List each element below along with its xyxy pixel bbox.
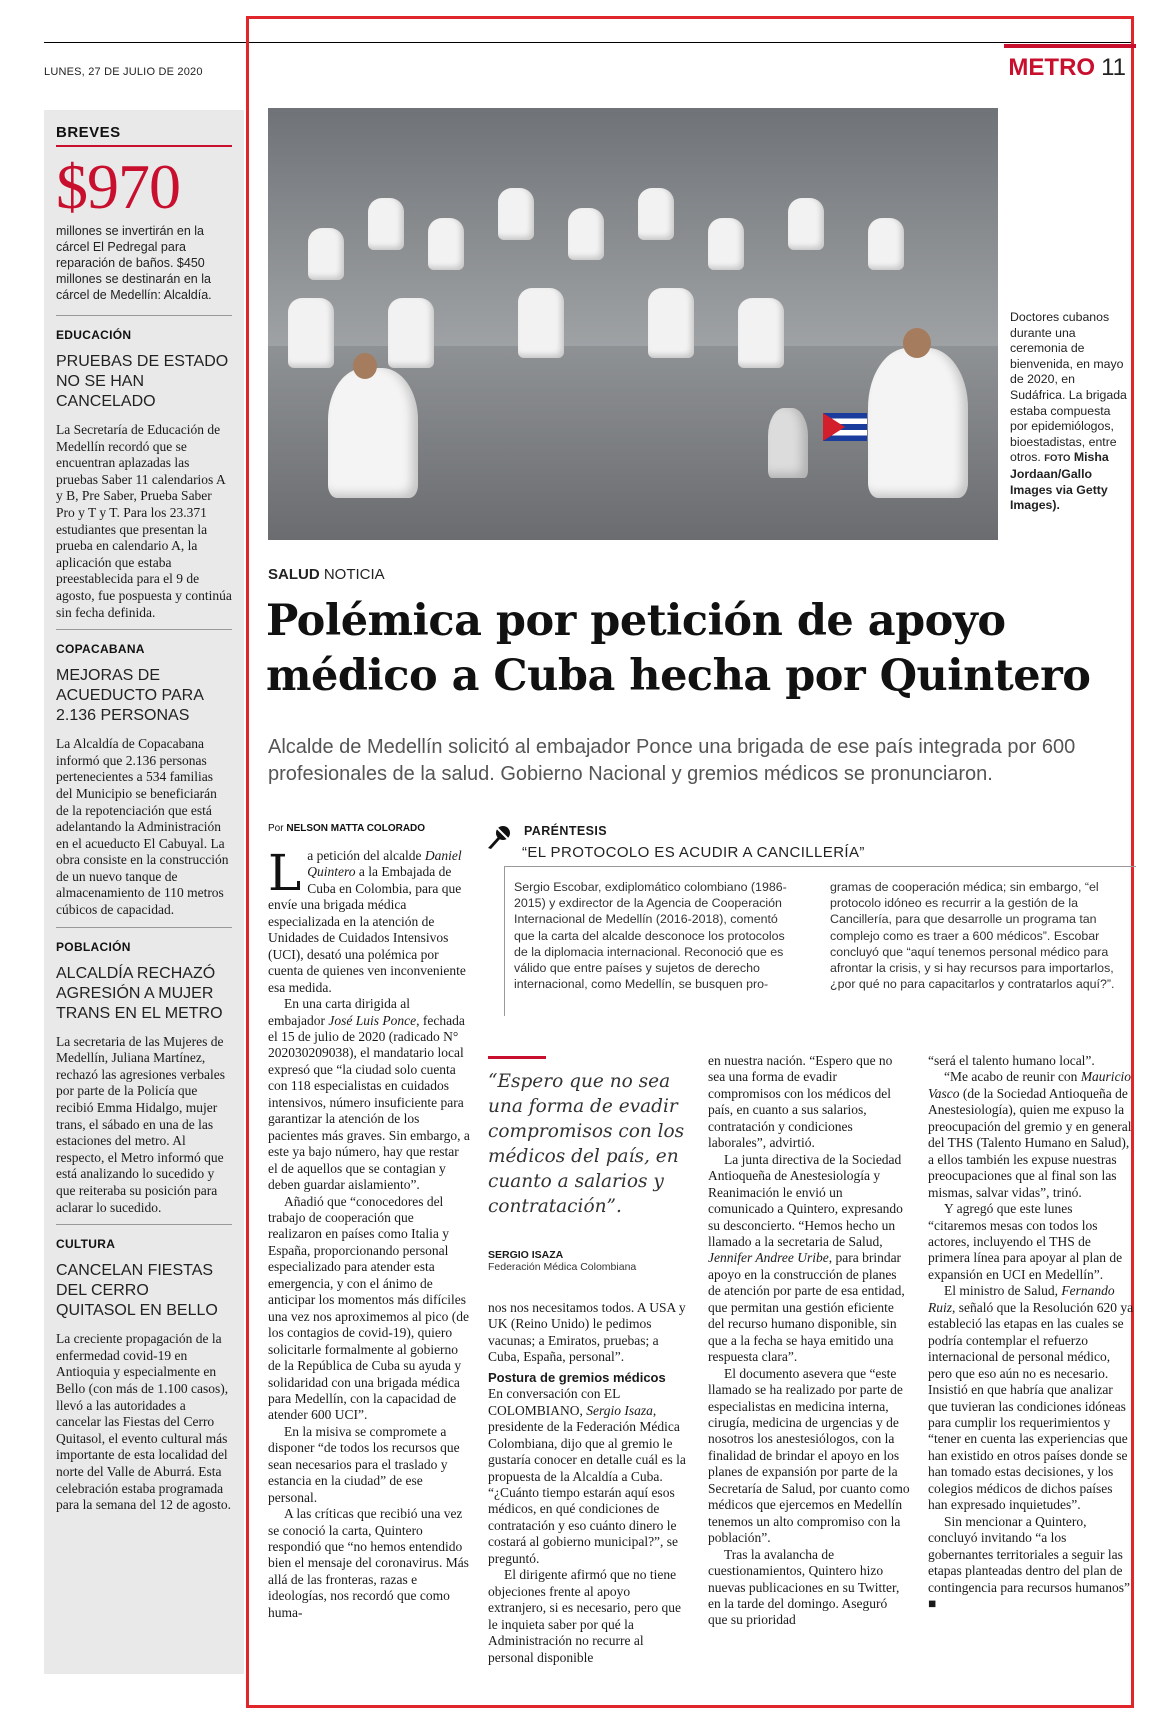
photo-credit: Misha Jordaan/Gallo Images via Getty Images).	[1010, 450, 1109, 513]
kicker-section: SALUD	[268, 566, 320, 583]
section-bar	[1004, 44, 1136, 48]
quote-text: “Espero que no sea una forma de evadir compromisos con los médicos del país, en cuanto a salarios y contratación”.	[488, 1071, 685, 1217]
article-paragraph	[708, 1152, 910, 1366]
photo-figure	[498, 188, 534, 240]
dropcap: L	[268, 844, 302, 902]
photo-figure	[788, 198, 824, 250]
article-column-4	[928, 1053, 1134, 1612]
byline	[268, 823, 425, 834]
person-name: Mauricio Vasco	[928, 1069, 1132, 1101]
text-run: , fechada el 15 de julio de 2020 (radicado N° 202030209038), el mandatario local expresó que “la ciudad solo cuenta con 118 especialistas en cuidados intensivos, número insuficiente para garantizar la atención de los pacientes más graves. Sin embargo, a este ya bajo número, hay que restar el de aquellos que se contagian y deben guardar aislamiento”.	[268, 1012, 470, 1193]
article-paragraph	[268, 996, 470, 1193]
photo-figure	[648, 288, 694, 358]
photo-figure	[768, 408, 808, 478]
photo-figure	[353, 353, 377, 379]
article-paragraph	[928, 1069, 1134, 1201]
page-number: 11	[1101, 54, 1126, 81]
brief-item	[56, 316, 232, 630]
section-header	[1008, 54, 1126, 82]
brief-item	[56, 928, 232, 1226]
news-photo	[268, 108, 998, 540]
photo-figure	[388, 298, 434, 368]
text-run: , señaló que la Resolución 620 ya estableció las etapas en las cuales se podría contemplar el refuerzo internacional de personal médico, pero que eso aún no es necesario. Insistió en que habría que analizar que tuvieran las condiciones idóneas para cumplir los requerimientos y “tener en cuenta las experiencias que han existido en otros países donde se han tomado estas decisiones, y los colegios médicos de dichos países han expresado inquietudes”.	[928, 1299, 1134, 1513]
brief-category: EDUCACIÓN	[56, 328, 132, 342]
parentesis-vrule	[504, 866, 505, 1016]
quote-role: Federación Médica Colombiana	[488, 1261, 637, 1273]
issue-date: LUNES, 27 DE JULIO DE 2020	[44, 66, 203, 78]
big-number: $970	[56, 151, 180, 222]
article-paragraph: “será el talento humano local”.	[928, 1053, 1095, 1068]
brief-headline: PRUEBAS DE ESTADO NO SE HAN CANCELADO	[56, 353, 229, 410]
parentesis-rule	[504, 866, 1136, 867]
photo-figure	[288, 298, 334, 368]
photo-figure	[903, 328, 931, 358]
byline-prefix: Por	[268, 823, 284, 834]
quote-bar	[488, 1056, 546, 1059]
article-column-3	[708, 1053, 910, 1629]
photo-figure	[708, 218, 744, 270]
article-paragraph	[928, 1283, 1134, 1513]
photo-caption	[1010, 310, 1128, 514]
brief-headline: ALCALDÍA RECHAZÓ AGRESIÓN A MUJER TRANS EN EL METRO	[56, 964, 223, 1022]
parentesis-label: PARÉNTESIS	[524, 824, 607, 838]
brief-item	[56, 630, 232, 928]
text-run: a petición del alcalde	[307, 848, 425, 863]
person-name: Daniel Quintero	[307, 848, 462, 880]
photo-figure	[518, 288, 564, 358]
quote-author: SERGIO ISAZA	[488, 1249, 564, 1261]
article-paragraph: El dirigente afirmó que no tiene objeciones frente al apoyo extranjero, si es necesario, pero que le inquieta saber por qué la Administración no recurre al personal disponible	[488, 1567, 682, 1665]
brief-headline: CANCELAN FIESTAS DEL CERRO QUITASOL EN BELLO	[56, 1262, 218, 1320]
article-paragraph: El documento asevera que “este llamado se ha realizado por parte de especialistas en medicina interna, cirugía, medicina de urgencias y de nosotros los anestesiólogos, con la finalidad de brindar el apoyo en los planes de expansión por parte de la Secretaría de Salud, por cuanto como médicos que ejercemos en Medellín tenemos un alto compromiso con la población”.	[708, 1365, 910, 1546]
text-run: a la Embajada de Cuba en Colombia, para que envíe una brigada médica especializada en la atención de Unidades de Cuidados Intensivos (UCI), desató una polémica por cuenta de quienes ven inconveniente esa medida.	[268, 864, 466, 995]
text-run: En una carta dirigida al embajador	[268, 996, 410, 1028]
brief-body: La Secretaría de Educación de Medellín recordó que se encuentran aplazadas las pruebas Saber 11 calendarios A y B, Pre Saber, Prueba Saber Pro y T y T. Para los 23.371 estudiantes que presentan la prueba en calendario A, la aplicación que estaba preestablecida para el 9 de agosto, fue pospuesta y continúa sin fecha definida.	[56, 422, 232, 620]
text-run: La junta directiva de la Sociedad Antioqueña de Anestesiología y Reanimación le envió un comunicado a Quintero, expresando su desconcierto. “Hemos hecho un llamado a la secretaria de Salud,	[708, 1151, 903, 1249]
text-run: En conversación con EL COLOMBIANO,	[488, 1386, 620, 1418]
brief-body: La creciente propagación de la enfermedad covid-19 en Antioquia y especialmente en Bello (con más de 1.100 casos), llevó a las autoridades a cancelar las Fiestas del Cerro Quitasol, el evento cultural más importante de esta localidad del norte del Valle de Aburrá. Esta celebración estaba programada para la semana del 12 de agosto.	[56, 1331, 232, 1513]
brief-body: La Alcaldía de Copacabana informó que 2.136 personas pertenecientes a 534 familias del Municipio se beneficiarán de la repotenciación que está adelantando la Administración en el acueducto El Cabuyal. La obra consiste en la construcción de un nuevo tanque de almacenamiento de 110 metros cúbicos de capacidad.	[56, 736, 229, 918]
article-paragraph: Y agregó que este lunes “citaremos mesas con todos los actores, incluyendo el THS de primera línea para apoyar al plan de expansión en UCI en Medellín”.	[928, 1201, 1123, 1282]
parentesis-text-1: Sergio Escobar, exdiplomático colombiano (1986-2015) y exdirector de la Agencia de Cooperación Internacional de Medellín (2016-2018), comentó que la carta del alcalde desconoce los protocolos de la diplomacia internacional. Reconoció que es válido que entre países y sujetos de derecho internacional, como Medellín, se busquen pro-	[514, 880, 787, 992]
article-paragraph: nos nos necesitamos todos. A USA y UK (Reino Unido) le pedimos vacunas; a Emiratos, pruebas; a Cuba, España, personal”.	[488, 1300, 686, 1365]
caption-text: Doctores cubanos durante una ceremonia de bienvenida, en mayo de 2020, en Sudáfrica. La brigada estaba compuesta por epidemiólogos, bioestadistas, entre otros.	[1010, 310, 1127, 465]
photo-figure	[738, 298, 784, 368]
article-subhead: Postura de gremios médicos	[488, 1369, 666, 1385]
article-column-1	[268, 844, 470, 1621]
person-name: José Luis Ponce	[328, 1012, 417, 1028]
article-paragraph	[268, 844, 470, 996]
article-paragraph: En la misiva se compromete a disponer “de todos los recursos que sean necesarios para el traslado y estancia en la ciudad” de ese personal.	[268, 1423, 460, 1505]
photo-figure	[368, 198, 404, 250]
person-name: Fernando Ruiz	[928, 1283, 1115, 1315]
article-headline: Polémica por petición de apoyo médico a Cuba hecha por Quintero	[266, 596, 1091, 701]
photo-figure	[868, 218, 904, 270]
text-run: El ministro de Salud,	[944, 1283, 1062, 1299]
photo-figure	[868, 348, 968, 498]
parentesis-box	[484, 822, 1136, 1018]
photo-figure	[568, 208, 604, 260]
section-name: METRO	[1008, 54, 1096, 81]
photo-figure	[428, 218, 464, 270]
kicker-type: NOTICIA	[323, 566, 385, 583]
article-paragraph: Tras la avalancha de cuestionamientos, Quintero hizo nuevas publicaciones en su Twitter, en la tarde del domingo. Aseguró que su prioridad	[708, 1546, 900, 1628]
photo-figure	[638, 188, 674, 240]
brief-item	[56, 1225, 232, 1522]
article-paragraph: en nuestra nación. “Espero que no sea una forma de evadir compromisos con los médicos del país, en cuanto a sus salarios, contratación y condiciones laborales”, advirtió.	[708, 1053, 893, 1151]
breves-title: BREVES	[56, 124, 232, 147]
article-paragraph: A las críticas que recibió una vez se conoció la carta, Quintero respondió que “no hemos entendido bien el mensaje del coronavirus. Más allá de las fronteras, razas e ideologías, nos recordó que como huma-	[268, 1506, 469, 1620]
byline-name: NELSON MATTA COLORADO	[286, 823, 426, 834]
text-run: , para brindar apoyo en la construcción de planes de atención por parte de esa entidad, que permitan una gestión eficiente del recurso humano disponible, sin que a la fecha se haya emitido una respuesta clara”.	[708, 1250, 905, 1365]
person-name: Jennifer Andree Uribe	[708, 1250, 829, 1266]
parentesis-title: “EL PROTOCOLO ES ACUDIR A CANCILLERÍA”	[522, 844, 865, 861]
brief-category: CULTURA	[56, 1237, 116, 1252]
text-run: (de la Sociedad Antioqueña de Anestesiología), quien me expuso la preocupación del gremio y en general del THS (Talento Humano en Salud), a ellos también les expuse nuestras preocupaciones que al final son las mismas, salvar vidas”, trinó.	[928, 1085, 1132, 1200]
breves-sidebar	[44, 110, 244, 1674]
photo-figure	[328, 368, 418, 498]
cuban-flag-icon	[823, 413, 867, 441]
article-paragraph: Añadió que “conocedores del trabajo de cooperación que realizaron en países como Italia y España, proporcionando personal especializado para atender esta emergencia, y con el ánimo de anticipar los momentos más difíciles una vez nos aproximemos al pico (de los contagios de covid-19), quiero solicitarle formalmente al gobierno de la República de Cuba su ayuda y solidaridad con una brigada médica para Medellín, con la capacidad de atender 600 UCI”.	[268, 1193, 469, 1423]
brief-body: La secretaria de las Mujeres de Medellín, Juliana Martínez, rechazó las agresiones verbales por parte de la Policía que recibió Emma Hidalgo, mujer trans, el sábado en una de las estaciones del metro. Al respecto, el Metro informó que está analizando lo sucedido y que reiteraba su posición para aclarar lo sucedido.	[56, 1033, 226, 1215]
photo-figure	[308, 228, 344, 280]
brief-category: POBLACIÓN	[56, 939, 131, 954]
big-number-text: millones se invertirán en la cárcel El Pedregal para reparación de baños. $450 millones se destinarán en la cárcel de Medellín: Alcaldía.	[56, 223, 232, 316]
credit-label: FOTO	[1044, 453, 1071, 465]
pin-icon	[484, 822, 514, 852]
article-kicker	[268, 566, 385, 583]
text-run: “Me acabo de reunir con	[944, 1069, 1081, 1085]
text-run: , presidente de la Federación Médica Colombiana, dijo que al gremio le gustaría conocer en detalle cuál es la propuesta de la Alcaldía a Cuba. “¿Cuánto tiempo estarán aquí esos médicos, en qué condiciones de contratación y eso cuánto dinero le costará al gobierno municipal?”, se preguntó.	[488, 1402, 686, 1566]
article-paragraph	[488, 1386, 690, 1567]
brief-category: COPACABANA	[56, 642, 145, 657]
parentesis-text-2: gramas de cooperación médica; sin embargo, “el protocolo idóneo es recurrir a la gestión de la Cancillería, para que desarrolle un programa tan complejo como es traer a 600 médicos”. Escobar concluyó que “aquí tenemos personal médico para afrontar la crisis, y si hay recursos para importarlos, ¿por qué no para capacitarlos y contratarlos aquí?”.	[830, 880, 1115, 992]
article-column-2	[488, 1300, 690, 1666]
pull-quote	[488, 1056, 693, 1273]
article-paragraph: Sin mencionar a Quintero, concluyó invitando “a los gobernantes territoriales a seguir las etapas planteadas dentro del plan de contingencia para recursos humanos” ■	[928, 1513, 1131, 1611]
person-name: Sergio Isaza	[586, 1402, 653, 1418]
article-deck: Alcalde de Medellín solicitó al embajador Ponce una brigada de ese país integrada por 600 profesionales de la salud. Gobierno Nacional y gremios médicos se pronunciaron.	[268, 736, 1076, 785]
brief-headline: MEJORAS DE ACUEDUCTO PARA 2.136 PERSONAS	[56, 667, 203, 725]
